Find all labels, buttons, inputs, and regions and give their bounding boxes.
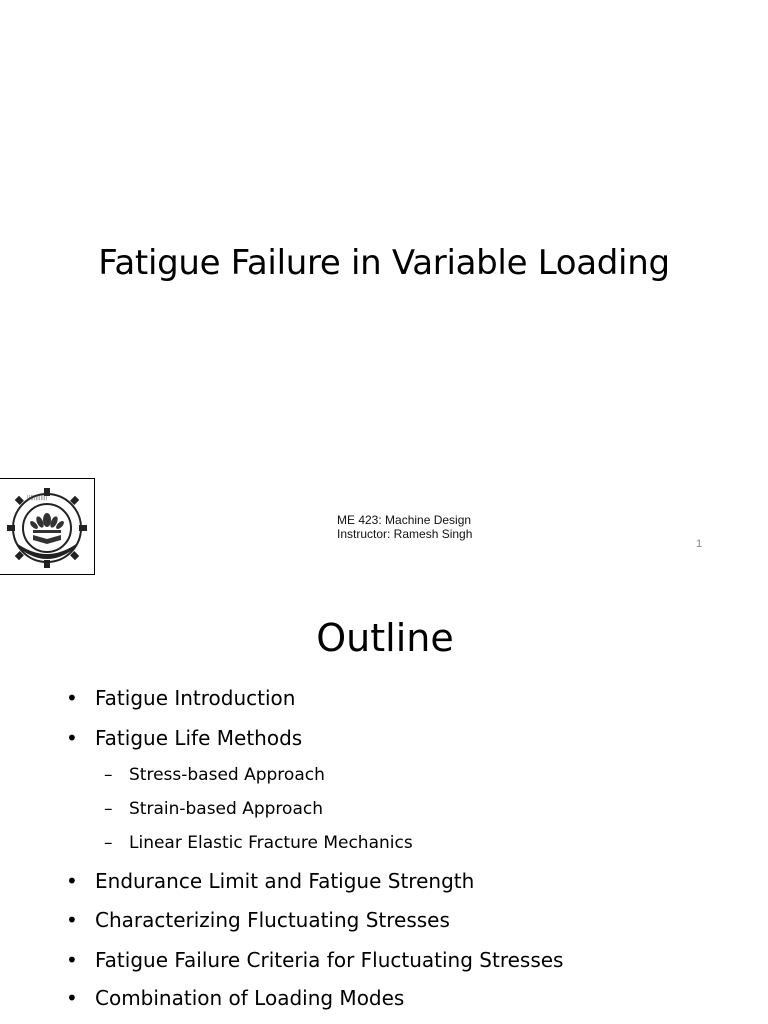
course-name: ME 423: Machine Design: [337, 513, 472, 527]
slide-footer: [337, 513, 472, 541]
instructor-name: Instructor: Ramesh Singh: [337, 527, 473, 541]
sub-list-item: – Strain-based Approach: [104, 799, 323, 819]
list-item: • Characterizing Fluctuating Stresses: [66, 908, 450, 932]
slide-title: Outline: [316, 616, 454, 660]
list-item: • Fatigue Introduction: [66, 686, 296, 710]
slide-2: [0, 576, 768, 1024]
page-number: 1: [696, 538, 703, 550]
list-item: • Endurance Limit and Fatigue Strength: [66, 869, 475, 893]
list-item: • Fatigue Life Methods: [66, 726, 303, 750]
sub-list-item: – Linear Elastic Fracture Mechanics: [104, 833, 413, 853]
list-item: • Combination of Loading Modes: [66, 986, 405, 1010]
slide-title: Fatigue Failure in Variable Loading: [98, 243, 670, 283]
institute-logo: [0, 478, 95, 575]
sub-list-item: – Stress-based Approach: [104, 765, 325, 785]
list-item: • Fatigue Failure Criteria for Fluctuating Stresses: [66, 948, 564, 972]
gear-logo-icon: [3, 482, 91, 570]
svg-text:||||||||||||: ||||||||||||: [27, 495, 48, 501]
